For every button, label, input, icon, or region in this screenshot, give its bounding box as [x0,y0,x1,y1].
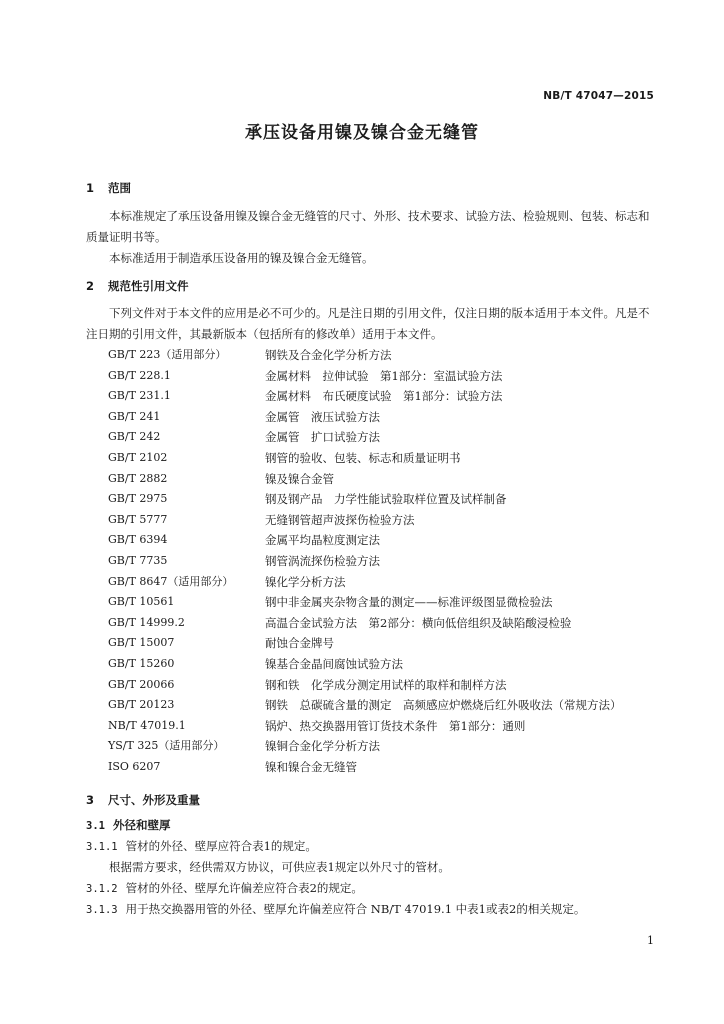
reference-item [108,448,622,469]
reference-item [108,675,622,696]
clause-3-1-1 [86,838,317,854]
reference-code: GB/T 2882 [108,471,168,485]
reference-title: 镍及镍合金管 [265,471,334,486]
clause-3-1-2-text: 管材的外径、壁厚允许偏差应符合表2的规定。 [125,881,363,895]
section-3-1-heading [86,817,170,833]
reference-title: 钢及钢产品 力学性能试验取样位置及试样制备 [265,492,507,507]
reference-item [108,345,622,366]
reference-title: 钢管的验收、包装、标志和质量证明书 [265,450,461,465]
reference-code: GB/T 228.1 [108,368,171,382]
reference-code: GB/T 5777 [108,512,168,526]
reference-item [108,489,622,510]
reference-item [108,592,622,613]
reference-title: 金属管 扩口试验方法 [265,430,380,445]
reference-title: 钢铁 总碳硫含量的测定 高频感应炉燃烧后红外吸收法（常规方法） [265,698,622,713]
section-2-heading [86,278,189,294]
reference-code: GB/T 20123 [108,698,175,712]
reference-title: 金属平均晶粒度测定法 [265,533,380,548]
reference-item [108,716,622,737]
reference-code: GB/T 7735 [108,553,168,567]
reference-item [108,736,622,757]
reference-item [108,469,622,490]
reference-title: 镍基合金晶间腐蚀试验方法 [265,656,403,671]
section-1-paragraph-2: 本标准适用于制造承压设备用的镍及镍合金无缝管。 [109,251,374,265]
reference-code: GB/T 8647（适用部分） [108,574,234,588]
reference-title: 镍铜合金化学分析方法 [265,739,380,754]
reference-title: 锅炉、热交换器用管订货技术条件 第1部分：通则 [265,718,526,733]
reference-title: 钢管涡流探伤检验方法 [265,553,380,568]
reference-item [108,427,622,448]
reference-title: 镍和镍合金无缝管 [265,759,357,774]
reference-code: GB/T 15260 [108,656,175,670]
reference-code: GB/T 20066 [108,677,175,691]
clause-3-1-1-text: 管材的外径、壁厚应符合表1的规定。 [125,839,317,853]
section-2-number: 2 [86,279,95,293]
reference-title: 耐蚀合金牌号 [265,636,334,651]
reference-title: 金属材料 拉伸试验 第1部分：室温试验方法 [265,368,503,383]
reference-list [108,345,622,777]
section-1-paragraph-1: 本标准规定了承压设备用镍及镍合金无缝管的尺寸、外形、技术要求、试验方法、检验规则、包装、标志和质量证明书等。 [86,209,650,244]
section-3-1-number: 3.1 [86,820,105,832]
reference-code: GB/T 14999.2 [108,615,185,629]
reference-item [108,530,622,551]
reference-title: 无缝钢管超声波探伤检验方法 [265,512,415,527]
section-1-title: 范围 [108,181,131,195]
reference-code: GB/T 2102 [108,450,168,464]
section-3-title: 尺寸、外形及重量 [108,793,200,807]
reference-title: 高温合金试验方法 第2部分：横向低倍组织及缺陷酸浸检验 [265,615,572,630]
standard-number: NB/T 47047—2015 [543,90,654,102]
reference-item [108,757,622,778]
section-1-number: 1 [86,181,95,195]
reference-code: YS/T 325（适用部分） [108,739,225,753]
reference-title: 金属材料 布氏硬度试验 第1部分：试验方法 [265,389,503,404]
page-number: 1 [647,934,654,947]
clause-3-1-1-note: 根据需方要求，经供需双方协议，可供应表1规定以外尺寸的管材。 [109,860,450,874]
reference-item [108,386,622,407]
reference-title: 钢和铁 化学成分测定用试样的取样和制样方法 [265,677,507,692]
clause-3-1-2-number: 3.1.2 [86,883,118,895]
reference-item [108,654,622,675]
clause-3-1-3-number: 3.1.3 [86,904,118,916]
reference-code: GB/T 241 [108,409,161,423]
reference-code: GB/T 223（适用部分） [108,348,227,361]
section-2-paragraph-1: 下列文件对于本文件的应用是必不可少的。凡是注日期的引用文件，仅注日期的版本适用于本文件。凡是不注日期的引用文件，其最新版本（包括所有的修改单）适用于本文件。 [86,306,650,341]
reference-title: 金属管 液压试验方法 [265,409,380,424]
reference-title: 钢铁及合金化学分析方法 [265,348,392,362]
clause-3-1-2 [86,880,363,896]
reference-title: 镍化学分析方法 [265,574,346,589]
reference-code: GB/T 2975 [108,492,168,506]
clause-3-1-1-number: 3.1.1 [86,841,118,853]
reference-code: GB/T 6394 [108,533,168,547]
reference-item [108,366,622,387]
reference-code: GB/T 242 [108,430,161,444]
reference-code: GB/T 231.1 [108,389,171,403]
section-2-title: 规范性引用文件 [108,279,189,293]
reference-item [108,551,622,572]
clause-3-1-3-text: 用于热交换器用管的外径、壁厚允许偏差应符合 NB/T 47019.1 中表1或表2的相关规定。 [125,902,586,916]
section-3-1-title: 外径和壁厚 [112,818,171,832]
section-3-heading [86,792,200,808]
reference-item [108,633,622,654]
reference-title: 钢中非金属夹杂物含量的测定——标准评级图显微检验法 [265,595,553,610]
reference-code: ISO 6207 [108,759,161,773]
reference-item [108,572,622,593]
section-3-number: 3 [86,793,95,807]
document-title: 承压设备用镍及镍合金无缝管 [245,123,479,143]
clause-3-1-3 [86,901,585,917]
section-1-heading [86,180,131,196]
reference-code: GB/T 10561 [108,595,175,609]
reference-item [108,510,622,531]
reference-item [108,695,622,716]
reference-item [108,407,622,428]
reference-item [108,613,622,634]
reference-code: NB/T 47019.1 [108,718,186,732]
reference-code: GB/T 15007 [108,636,175,650]
